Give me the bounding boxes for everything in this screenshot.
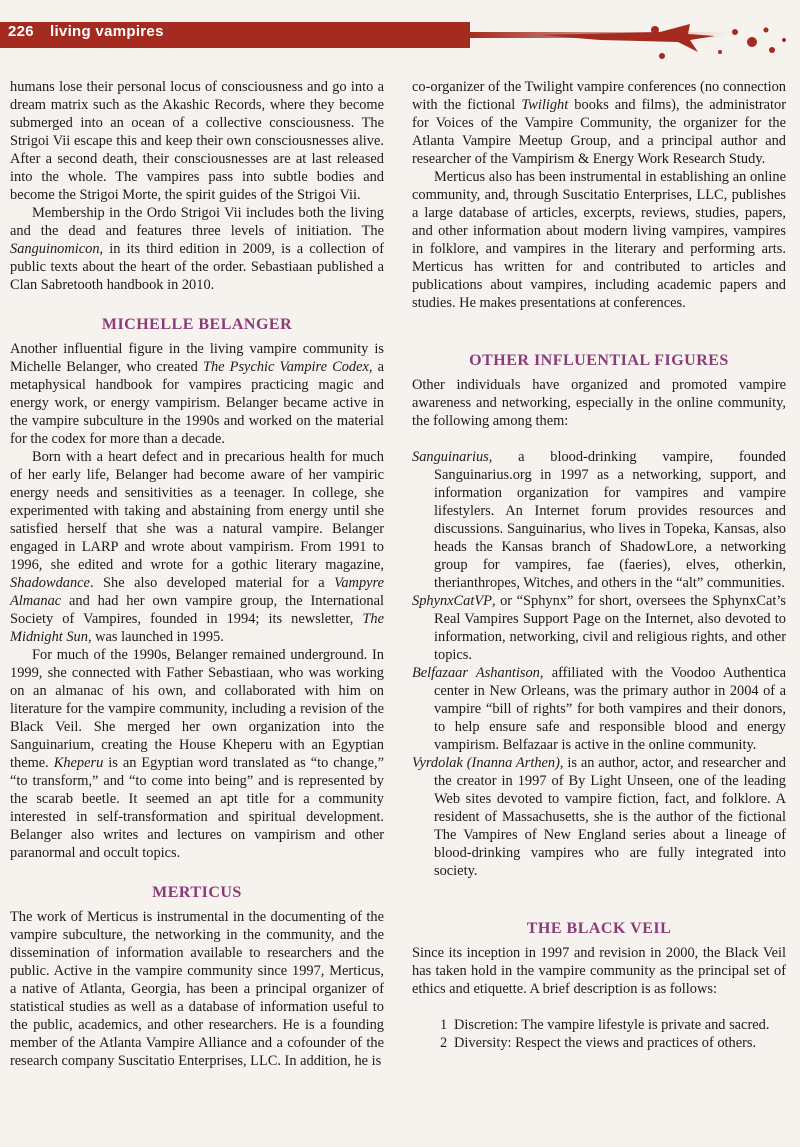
- list-item: Sanguinarius, a blood-drinking vampire, founded Sanguinarius.org in 1997 as a networking, support, and information organization for vampires and vampire lifestylers. An Internet forum provides resources and discussions. Sanguinarius, who lives in Topeka, Kansas, also heads the Kansas branch of ShadowLore, a networking group for vampires, fae (faeries), elves, otherkin, therianthropes, Witches, and others in the “alt” communities.: [412, 449, 786, 591]
- numbered-list: [412, 1016, 786, 1052]
- left-column: [10, 78, 384, 1070]
- list-item: 1 Discretion: The vampire lifestyle is private and sacred.: [440, 1017, 770, 1033]
- running-title: living vampires: [50, 23, 164, 40]
- paragraph: Another influential figure in the living vampire community is Michelle Belanger, who created The Psychic Vampire Codex, a metaphysical handbook for vampires practicing magic and energy work, or energy vampirism. Belanger became active in the vampire subculture in the 1990s and worked on the material for the codex for more than a decade.: [10, 341, 384, 447]
- list-item: 2 Diversity: Respect the views and practices of others.: [440, 1035, 757, 1051]
- paragraph: Membership in the Ordo Strigoi Vii includes both the living and the dead and features three levels of initiation. The Sanguinomicon, in its third edition in 2009, is a collection of public texts about the heart of the order. Sebastiaan published a Clan Sabretooth handbook in 2010.: [10, 205, 384, 293]
- paragraph: Since its inception in 1997 and revision in 2000, the Black Veil has taken hold in the vampire community as the principal set of ethics and etiquette. A brief description is as follows:: [412, 945, 786, 997]
- section-heading-other-figures: OTHER INFLUENTIAL FIGURES: [469, 352, 729, 369]
- page-number: 226: [8, 23, 34, 40]
- paragraph: Merticus also has been instrumental in establishing an online community, and, through Suscitatio Enterprises, LLC, publishes a large database of articles, excerpts, reviews, studies, papers, and other information about modern living vampires, vampires in folklore, and vampires in the literary and performing arts. Merticus has written for and contributed to articles and publications about vampires, including academic papers and studies. He makes presentations at conferences.: [412, 169, 786, 311]
- book-title: The Psychic Vampire Codex: [202, 359, 369, 375]
- list-item: SphynxCatVP, or “Sphynx” for short, oversees the SphynxCat’s Real Vampires Support Page on the Internet, also devoted to information, networking, civil and religious rights, and other topics.: [412, 593, 786, 663]
- paragraph: Other individuals have organized and promoted vampire awareness and networking, especially in the online community, the following among them:: [412, 377, 786, 429]
- paragraph: co-organizer of the Twilight vampire conferences (no connection with the fictional Twilight books and films), the administrator for Voices of the Vampire Community, the organizer for the Atlanta Vampire Meetup Group, and a principal author and researcher of the Vampirism & Energy Work Research Study.: [412, 79, 786, 167]
- section-heading-merticus: MERTICUS: [152, 884, 242, 901]
- blood-splatter-icon: [540, 18, 790, 64]
- paragraph: For much of the 1990s, Belanger remained underground. In 1999, she connected with Father Sebastiaan, who was working on an almanac of his own, and collaborated with him on literature for the vampire community, including a revision of the Black Veil. She merged her own organization into the Sanguinarium, creating the House Kheperu with an Egyptian theme. Kheperu is an Egyptian word translated as “to change,” “to transform,” and “to come into being” and is represented by the scarab beetle. It seemed an apt title for a community interested in self-transformation and spiritual development. Belanger also writes and lectures on vampirism and other paranormal and occult topics.: [10, 647, 385, 861]
- section-heading-belanger: MICHELLE BELANGER: [101, 316, 293, 333]
- paragraph: humans lose their personal locus of consciousness and go into a dream matrix such as the Akashic Records, where they become submerged into an ocean of a collective consciousness. The Strigoi Vii escape this and keep their own consciousnesses alive. After a second death, their consciousnesses are at last released into the whole. The vampires pass into subtle bodies and become the Strigoi Morte, the spirit guides of the Strigoi Vii.: [10, 79, 384, 203]
- running-header: [0, 18, 800, 64]
- right-column: [412, 78, 786, 1052]
- paragraph: Born with a heart defect and in precarious health for much of her early life, Belanger had become aware of her vampiric energy needs and sensitivities as a teenager. In college, she experimented with taking and abstaining from energy until she satisfied herself that she was a natural vampire. Belanger engaged in LARP and wrote about vampirism. From 1991 to 1996, she edited and wrote for a gothic literary magazine, Shadowdance. She also developed material for a Vampyre Almanac and had her own vampire group, the International Society of Vampires, founded in 1994; its newsletter, The Midnight Sun, was launched in 1995.: [10, 449, 384, 645]
- list-item: Belfazaar Ashantison, affiliated with the Voodoo Authentica center in New Orleans, was the primary author in 2004 of a vampire “bill of rights” for both vampires and their donors, to help ensure safe and responsible blood and energy vampirism. Belfazaar is active in the online community.: [412, 665, 786, 753]
- list-item: Vyrdolak (Inanna Arthen), is an author, actor, and researcher and the creator in 1997 of By Light Unseen, one of the leading Web sites devoted to vampire fiction, fact, and folklore. A resident of Massachusetts, she is the author of the fictional The Vampires of New England series about a lineage of blood-drinking vampires who are fully integrated into society.: [412, 755, 786, 879]
- book-title: Sanguinomicon: [10, 241, 100, 257]
- paragraph: The work of Merticus is instrumental in the documenting of the vampire subculture, the networking in the community, and the dissemination of information available to researchers and the public. Active in the vampire community since 1997, Merticus, a native of Atlanta, Georgia, has been a principal organizer of statistical studies as well as a database of information useful to the public, academics, and other researchers. He is a founding member of the Atlanta Vampire Alliance and a cofounder of the research company Suscitatio Enterprises, LLC. In addition, he is: [10, 909, 384, 1069]
- section-heading-black-veil: THE BLACK VEIL: [526, 920, 672, 937]
